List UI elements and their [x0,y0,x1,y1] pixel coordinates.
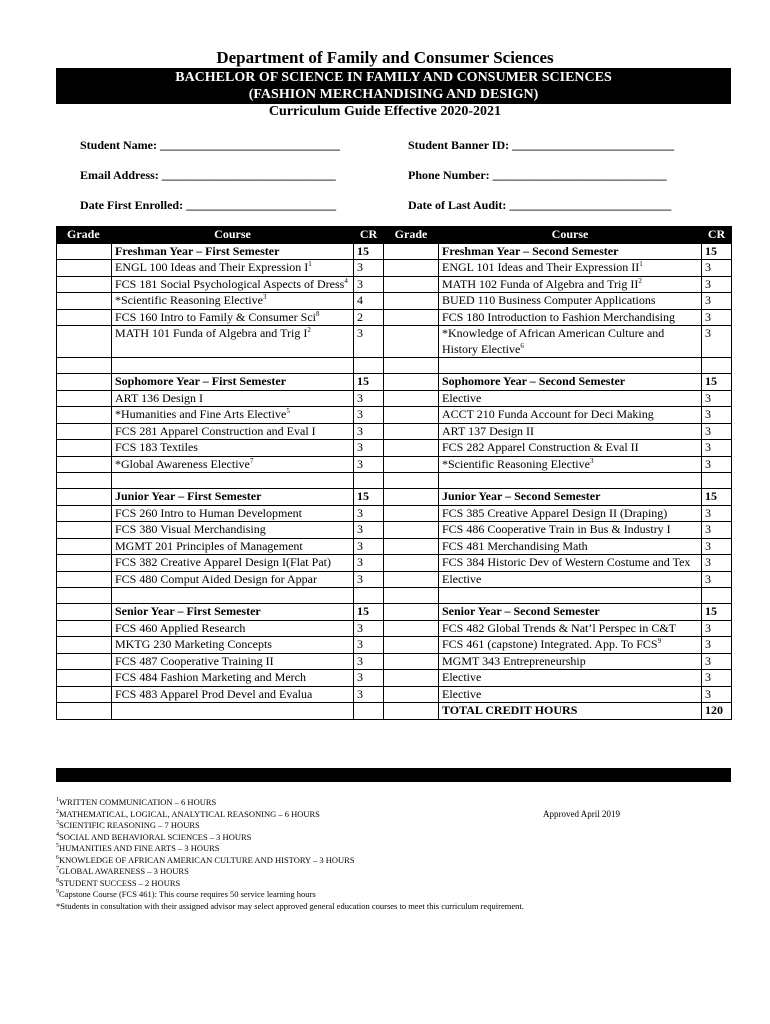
course-credits: 3 [354,620,384,637]
table-row [57,423,732,440]
semester-title: Senior Year – Second Semester [439,604,702,621]
course-name [112,440,354,457]
course-credits: 3 [354,571,384,588]
grade-cell [57,604,112,621]
email-blank[interactable]: _____________________________ [161,168,336,182]
course-title: MATH 102 Funda of Algebra and Trig II [442,276,639,291]
semester-header-row [57,374,732,391]
grade-cell [384,293,439,310]
course-name [112,620,354,637]
footnote-text: SOCIAL AND BEHAVIORAL SCIENCES – 3 HOURS [59,831,252,842]
footnote-line [56,809,524,821]
bottom-bar [56,768,731,782]
course-name [112,260,354,277]
footnote-text: KNOWLEDGE OF AFRICAN AMERICAN CULTURE AND HISTORY – 3 HOURS [59,854,355,865]
table-row [57,276,732,293]
freshman-block [57,243,732,358]
course-title: ENGL 101 Ideas and Their Expression II [442,260,640,274]
course-name [112,571,354,588]
table-row [57,538,732,555]
course-title: Elective [442,390,482,405]
footnote-number: 8 [56,877,59,884]
grade-cell [57,670,112,687]
course-name [112,538,354,555]
phone-field[interactable] [408,168,667,183]
course-credits: 3 [702,293,732,310]
footnote-marker: 7 [249,456,254,465]
cr-header: CR [354,227,384,244]
grade-cell [57,489,112,506]
grade-cell [384,440,439,457]
course-name [439,440,702,457]
course-header: Course [439,227,702,244]
footnote-marker: 1 [639,260,643,268]
last-audit-field[interactable] [408,198,671,213]
course-credits: 3 [702,686,732,703]
course-name [439,456,702,473]
grade-cell [384,243,439,260]
course-title: MGMT 201 Principles of Management [115,538,303,553]
phone-label: Phone Number: [408,168,490,182]
course-credits: 2 [354,309,384,326]
table-row [57,653,732,670]
footnote-line [56,866,524,878]
course-title: *Knowledge of African American Culture and History Elective [442,326,665,356]
curriculum-subtitle: Curriculum Guide Effective 2020-2021 [268,104,502,119]
table-row [57,522,732,539]
footnote-text: *Students in consultation with their assigned advisor may select approved general education courses to meet this curriculum requirement. [56,900,524,911]
course-name [439,407,702,424]
course-credits: 3 [702,407,732,424]
date-enrolled-label: Date First Enrolled: [80,198,184,212]
grade-cell [57,309,112,326]
course-title: FCS 484 Fashion Marketing and Merch [115,670,306,684]
footnote-line [56,878,524,890]
course-credits: 3 [702,276,732,293]
course-credits: 3 [354,522,384,539]
footnote-number: 5 [56,843,59,850]
course-title: MGMT 343 Entrepreneurship [442,653,586,668]
course-name [112,390,354,407]
course-title: ART 137 Design II [442,423,535,438]
course-title: Elective [442,670,482,684]
course-title: FCS 461 (capstone) Integrated. App. To FCS [442,637,658,651]
footnote-number: 3 [56,820,59,827]
course-credits: 3 [354,505,384,522]
course-name [112,555,354,572]
semester-credits: 15 [354,374,384,391]
course-credits: 3 [354,670,384,687]
grade-cell [384,390,439,407]
grade-cell [57,637,112,654]
last-audit-label: Date of Last Audit: [408,198,507,212]
course-title: FCS 180 Introduction to Fashion Merchandising [442,309,675,324]
course-name [439,423,702,440]
course-title: FCS 160 Intro to Family & Consumer Sci [115,309,317,324]
course-credits: 3 [702,538,732,555]
grade-cell [384,686,439,703]
course-credits: 3 [354,456,384,473]
grade-cell [384,374,439,391]
footnote-number: 1 [56,797,59,804]
course-credits: 3 [354,260,384,277]
grade-cell [57,538,112,555]
course-name [112,670,354,687]
course-name [439,260,702,277]
footnote-marker: 4 [344,276,348,285]
course-title: MKTG 230 Marketing Concepts [115,637,272,651]
semester-title: Freshman Year – First Semester [112,243,354,260]
email-field[interactable] [80,168,336,183]
cr-header: CR [702,227,732,244]
course-credits: 3 [702,440,732,457]
course-name [112,653,354,670]
footnote-marker: 8 [316,309,320,318]
approved-date: Approved April 2019 [543,809,620,819]
grade-cell [57,555,112,572]
grade-cell [384,309,439,326]
sophomore-block [57,374,732,473]
semester-credits: 15 [702,604,732,621]
student-name-label: Student Name: [80,138,157,152]
course-title: FCS 260 Intro to Human Development [115,505,302,520]
footnote-text: MATHEMATICAL, LOGICAL, ANALYTICAL REASONING – 6 HOURS [59,808,320,819]
table-row [57,326,732,358]
footnote-text: Capstone Course (FCS 461): This course requires 50 service learning hours [59,889,316,899]
footnote-number: 4 [56,831,59,838]
footnote-line [56,855,524,867]
course-name [112,522,354,539]
course-title: Elective [442,686,482,701]
total-label: TOTAL CREDIT HOURS [439,703,702,720]
course-credits: 3 [354,538,384,555]
grade-cell [384,637,439,654]
course-credits: 3 [702,571,732,588]
footnote-line [56,889,524,901]
semester-title: Junior Year – First Semester [112,489,354,506]
course-credits: 3 [702,555,732,572]
footnote-text: STUDENT SUCCESS – 2 HOURS [59,877,181,888]
grade-cell [57,260,112,277]
course-credits: 3 [702,260,732,277]
semester-header-row [57,604,732,621]
course-title: FCS 384 Historic Dev of Western Costume and Tex [442,555,691,569]
course-title: FCS 487 Cooperative Training II [115,653,274,668]
course-title: ART 136 Design I [115,390,204,405]
footnote-number: 7 [56,866,59,873]
total-value: 120 [702,703,732,720]
course-name [439,670,702,687]
semester-title: Sophomore Year – Second Semester [439,374,702,391]
course-credits: 3 [702,653,732,670]
course-credits: 3 [354,276,384,293]
grade-cell [384,670,439,687]
course-title: FCS 281 Apparel Construction and Eval I [115,423,316,438]
banner-line-2: (FASHION MERCHANDISING AND DESIGN) [248,87,539,102]
footnote-marker: 3 [262,293,267,301]
footnote-text: HUMANITIES AND FINE ARTS – 3 HOURS [59,843,220,853]
course-title: FCS 482 Global Trends & Nat’l Perspec in C&T [442,620,677,635]
grade-cell [57,374,112,391]
course-credits: 3 [354,407,384,424]
grade-cell [57,456,112,473]
grade-cell [57,686,112,703]
course-credits: 3 [354,653,384,670]
grade-cell [57,505,112,522]
student-name-field[interactable] [80,138,340,153]
semester-credits: 15 [702,489,732,506]
course-title: ENGL 100 Ideas and Their Expression I [115,260,309,274]
grade-cell [384,456,439,473]
course-title: *Scientific Reasoning Elective [442,456,590,471]
grade-cell [384,653,439,670]
grade-cell [384,489,439,506]
table-row [57,440,732,457]
phone-blank[interactable]: _____________________________ [492,168,667,182]
table-row [57,293,732,310]
course-credits: 3 [702,423,732,440]
course-title: BUED 110 Business Computer Applications [442,293,656,307]
course-title: FCS 460 Applied Research [115,620,246,635]
table-row [57,571,732,588]
course-title: *Humanities and Fine Arts Elective [115,407,287,421]
grade-cell [384,276,439,293]
footnote-line [56,832,524,844]
semester-credits: 15 [702,374,732,391]
course-credits: 3 [354,637,384,654]
grade-cell [57,522,112,539]
grade-cell [57,440,112,457]
footnote-number: 2 [56,808,59,815]
banner-id-blank[interactable]: ___________________________ [512,138,675,152]
course-title: FCS 480 Comput Aided Design for Appar [115,571,318,586]
grade-cell [384,555,439,572]
curriculum-table [56,226,732,720]
semester-credits: 15 [354,243,384,260]
table-row [57,686,732,703]
course-name [439,505,702,522]
grade-cell [384,423,439,440]
grade-cell [57,407,112,424]
grade-cell [384,326,439,358]
semester-credits: 15 [702,243,732,260]
grade-cell [57,243,112,260]
course-name [439,390,702,407]
table-row [57,407,732,424]
grade-cell [384,505,439,522]
date-enrolled-blank[interactable]: _________________________ [186,198,337,212]
course-credits: 3 [702,456,732,473]
course-credits: 3 [702,309,732,326]
grade-cell [57,276,112,293]
email-label: Email Address: [80,168,159,182]
table-row [57,505,732,522]
course-name [439,637,702,654]
grade-cell [57,620,112,637]
course-title: FCS 486 Cooperative Train in Bus & Industry I [442,522,671,536]
grade-cell [384,522,439,539]
senior-block [57,604,732,703]
student-name-blank[interactable]: ______________________________ [160,138,340,152]
table-row [57,309,732,326]
program-banner [56,68,731,104]
footnote-marker: 5 [286,407,290,415]
course-name [439,293,702,310]
banner-id-label: Student Banner ID: [408,138,510,152]
table-row [57,390,732,407]
course-name [439,653,702,670]
total-row [57,703,732,720]
course-title: MATH 101 Funda of Algebra and Trig I [115,326,308,340]
course-name [112,326,354,358]
course-name [439,686,702,703]
course-name [439,555,702,572]
semester-credits: 15 [354,604,384,621]
course-title: FCS 481 Merchandising Math [442,538,588,553]
course-name [439,276,702,293]
course-credits: 3 [354,390,384,407]
date-enrolled-field[interactable] [80,198,336,213]
junior-block [57,489,732,588]
course-title: FCS 181 Social Psychological Aspects of Dress [115,276,345,291]
grade-cell [57,653,112,670]
course-credits: 3 [702,522,732,539]
course-credits: 3 [354,686,384,703]
spacer-row [57,473,732,489]
table-row [57,637,732,654]
course-name [439,309,702,326]
spacer-row [57,358,732,374]
footnote-marker: 1 [308,260,312,268]
course-credits: 3 [702,670,732,687]
course-title: FCS 380 Visual Merchandising [115,522,266,536]
course-title: Elective [442,571,482,586]
banner-id-field[interactable] [408,138,674,153]
course-credits: 3 [702,390,732,407]
course-name [112,309,354,326]
semester-header-row [57,243,732,260]
course-name [112,637,354,654]
footnote-line [56,797,524,809]
course-credits: 3 [702,505,732,522]
grade-cell [384,260,439,277]
table-row [57,555,732,572]
course-credits: 3 [354,555,384,572]
grade-cell [384,538,439,555]
course-name [439,620,702,637]
course-name [112,456,354,473]
table-header-row [57,227,732,244]
footnote-line [56,820,524,832]
course-name [439,326,702,358]
footnote-text: WRITTEN COMMUNICATION – 6 HOURS [59,797,217,807]
banner-line-1: BACHELOR OF SCIENCE IN FAMILY AND CONSUMER SCIENCES [175,70,612,85]
footnote-text: GLOBAL AWARENESS – 3 HOURS [59,866,189,876]
course-title: FCS 183 Textiles [115,440,198,454]
semester-title: Senior Year – First Semester [112,604,354,621]
footnote-marker: 2 [307,326,311,334]
course-title: FCS 385 Creative Apparel Design II (Draping) [442,505,668,520]
course-credits: 3 [702,620,732,637]
course-header: Course [112,227,354,244]
last-audit-blank[interactable]: ___________________________ [509,198,672,212]
course-name [112,276,354,293]
course-name [112,686,354,703]
grade-cell [384,571,439,588]
course-title: *Global Awareness Elective [115,456,250,471]
grade-cell [57,423,112,440]
grade-cell [57,571,112,588]
course-name [439,522,702,539]
course-title: *Scientific Reasoning Elective [115,293,263,307]
grade-cell [57,326,112,358]
course-name [112,293,354,310]
footnotes [56,797,524,912]
footnote-marker: 6 [520,341,524,350]
footnote-line [56,843,524,855]
course-credits: 3 [702,326,732,358]
spacer-row [57,588,732,604]
table-row [57,456,732,473]
footnote-marker: 2 [638,276,642,285]
footnote-marker: 3 [589,456,594,465]
course-credits: 3 [354,423,384,440]
grade-cell [57,390,112,407]
grade-header: Grade [57,227,112,244]
table-row [57,260,732,277]
course-name [112,407,354,424]
grade-header: Grade [384,227,439,244]
course-name [112,423,354,440]
table-row [57,670,732,687]
semester-title: Junior Year – Second Semester [439,489,702,506]
course-credits: 3 [354,326,384,358]
course-title: FCS 382 Creative Apparel Design I(Flat Pat) [115,555,331,569]
course-name [439,538,702,555]
footnote-text: SCIENTIFIC REASONING – 7 HOURS [59,820,200,830]
table-row [57,620,732,637]
course-credits: 4 [354,293,384,310]
footnote-line [56,901,524,913]
course-credits: 3 [702,637,732,654]
course-name [112,505,354,522]
semester-title: Freshman Year – Second Semester [439,243,702,260]
grade-cell [384,407,439,424]
course-title: ACCT 210 Funda Account for Deci Making [442,407,654,421]
grade-cell [57,293,112,310]
footnote-marker: 9 [657,637,662,645]
semester-title: Sophomore Year – First Semester [112,374,354,391]
department-title: Department of Family and Consumer Sciences [216,48,554,67]
course-name [439,571,702,588]
semester-header-row [57,489,732,506]
footnote-number: 6 [56,854,59,861]
course-credits: 3 [354,440,384,457]
course-title: FCS 483 Apparel Prod Devel and Evalua [115,686,313,701]
grade-cell [384,620,439,637]
footnote-number: 9 [56,889,59,896]
course-title: FCS 282 Apparel Construction & Eval II [442,440,639,454]
semester-credits: 15 [354,489,384,506]
grade-cell [384,604,439,621]
